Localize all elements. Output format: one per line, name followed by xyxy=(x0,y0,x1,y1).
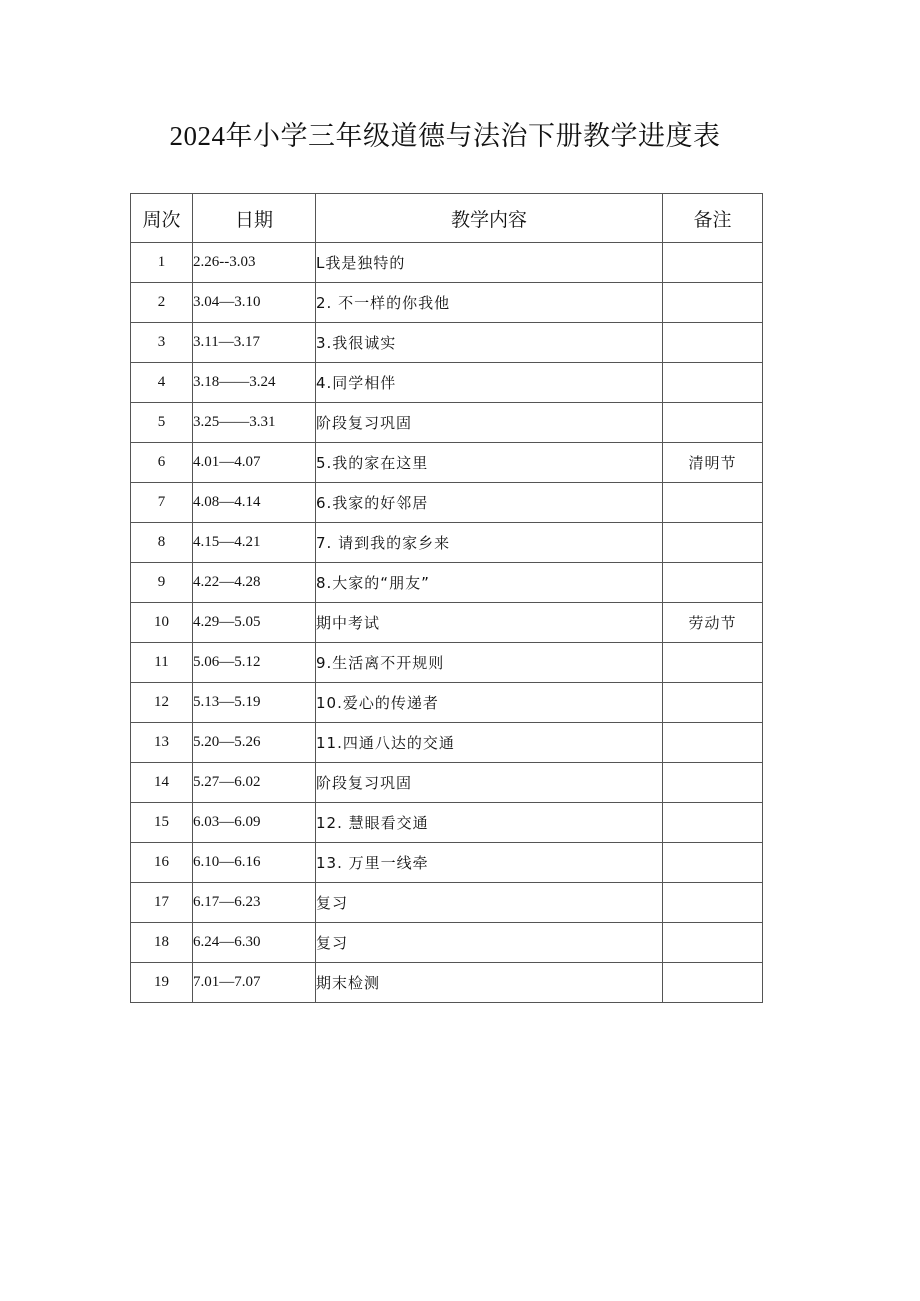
table-row xyxy=(131,523,763,563)
note-cell: 劳动节 xyxy=(663,603,763,643)
table-row xyxy=(131,483,763,523)
table-row xyxy=(131,803,763,843)
note-cell xyxy=(663,403,763,443)
table-row xyxy=(131,363,763,403)
table-row xyxy=(131,323,763,363)
note-cell xyxy=(663,803,763,843)
week-cell: 8 xyxy=(131,523,193,563)
date-cell: 6.24—6.30 xyxy=(193,923,316,963)
note-cell xyxy=(663,883,763,923)
week-cell: 2 xyxy=(131,283,193,323)
week-cell: 15 xyxy=(131,803,193,843)
note-cell: 清明节 xyxy=(663,443,763,483)
date-cell: 3.25——3.31 xyxy=(193,403,316,443)
table-row xyxy=(131,763,763,803)
table-row xyxy=(131,443,763,483)
week-cell: 18 xyxy=(131,923,193,963)
content-cell: 4.同学相伴 xyxy=(316,363,663,403)
note-cell xyxy=(663,523,763,563)
content-cell: 阶段复习巩固 xyxy=(316,763,663,803)
table-row xyxy=(131,723,763,763)
date-cell: 5.13—5.19 xyxy=(193,683,316,723)
date-cell: 5.20—5.26 xyxy=(193,723,316,763)
week-cell: 6 xyxy=(131,443,193,483)
date-cell: 3.11—3.17 xyxy=(193,323,316,363)
content-cell: 9.生活离不开规则 xyxy=(316,643,663,683)
table-row xyxy=(131,883,763,923)
table-row xyxy=(131,243,763,283)
date-cell: 3.18——3.24 xyxy=(193,363,316,403)
week-cell: 7 xyxy=(131,483,193,523)
table-row xyxy=(131,563,763,603)
table-row xyxy=(131,403,763,443)
note-cell xyxy=(663,283,763,323)
content-cell: 10.爱心的传递者 xyxy=(316,683,663,723)
week-cell: 14 xyxy=(131,763,193,803)
week-cell: 16 xyxy=(131,843,193,883)
table-body xyxy=(131,243,763,1003)
header-content: 教学内容 xyxy=(316,194,663,243)
content-cell: 6.我家的好邻居 xyxy=(316,483,663,523)
date-cell: 2.26--3.03 xyxy=(193,243,316,283)
schedule-table xyxy=(130,193,763,1003)
content-cell: 5.我的家在这里 xyxy=(316,443,663,483)
date-cell: 4.22—4.28 xyxy=(193,563,316,603)
note-cell xyxy=(663,763,763,803)
date-cell: 7.01—7.07 xyxy=(193,963,316,1003)
note-cell xyxy=(663,923,763,963)
table-row xyxy=(131,603,763,643)
note-cell xyxy=(663,563,763,603)
date-cell: 4.29—5.05 xyxy=(193,603,316,643)
note-cell xyxy=(663,723,763,763)
page-title: 2024年小学三年级道德与法治下册教学进度表 xyxy=(169,121,721,151)
content-cell: 12. 慧眼看交通 xyxy=(316,803,663,843)
content-cell: 8.大家的“朋友” xyxy=(316,563,663,603)
content-cell: 7. 请到我的家乡来 xyxy=(316,523,663,563)
table-row xyxy=(131,963,763,1003)
date-cell: 4.01—4.07 xyxy=(193,443,316,483)
content-cell: 阶段复习巩固 xyxy=(316,403,663,443)
content-cell: 期末检测 xyxy=(316,963,663,1003)
week-cell: 10 xyxy=(131,603,193,643)
week-cell: 1 xyxy=(131,243,193,283)
note-cell xyxy=(663,243,763,283)
note-cell xyxy=(663,963,763,1003)
header-row xyxy=(131,194,763,243)
date-cell: 4.15—4.21 xyxy=(193,523,316,563)
content-cell: L我是独特的 xyxy=(316,243,663,283)
header-date: 日期 xyxy=(193,194,316,243)
note-cell xyxy=(663,483,763,523)
table-row xyxy=(131,683,763,723)
note-cell xyxy=(663,683,763,723)
content-cell: 13. 万里一线牵 xyxy=(316,843,663,883)
week-cell: 5 xyxy=(131,403,193,443)
date-cell: 3.04—3.10 xyxy=(193,283,316,323)
week-cell: 11 xyxy=(131,643,193,683)
content-cell: 3.我很诚实 xyxy=(316,323,663,363)
content-cell: 复习 xyxy=(316,923,663,963)
week-cell: 13 xyxy=(131,723,193,763)
week-cell: 12 xyxy=(131,683,193,723)
week-cell: 17 xyxy=(131,883,193,923)
content-cell: 11.四通八达的交通 xyxy=(316,723,663,763)
week-cell: 19 xyxy=(131,963,193,1003)
date-cell: 6.10—6.16 xyxy=(193,843,316,883)
header-note: 备注 xyxy=(663,194,763,243)
table-row xyxy=(131,283,763,323)
note-cell xyxy=(663,843,763,883)
date-cell: 5.27—6.02 xyxy=(193,763,316,803)
date-cell: 6.17—6.23 xyxy=(193,883,316,923)
date-cell: 6.03—6.09 xyxy=(193,803,316,843)
table-row xyxy=(131,843,763,883)
content-cell: 2. 不一样的你我他 xyxy=(316,283,663,323)
note-cell xyxy=(663,323,763,363)
week-cell: 9 xyxy=(131,563,193,603)
week-cell: 4 xyxy=(131,363,193,403)
header-week: 周次 xyxy=(131,194,193,243)
week-cell: 3 xyxy=(131,323,193,363)
date-cell: 4.08—4.14 xyxy=(193,483,316,523)
content-cell: 期中考试 xyxy=(316,603,663,643)
date-cell: 5.06—5.12 xyxy=(193,643,316,683)
content-cell: 复习 xyxy=(316,883,663,923)
table-row xyxy=(131,923,763,963)
table-row xyxy=(131,643,763,683)
note-cell xyxy=(663,643,763,683)
note-cell xyxy=(663,363,763,403)
